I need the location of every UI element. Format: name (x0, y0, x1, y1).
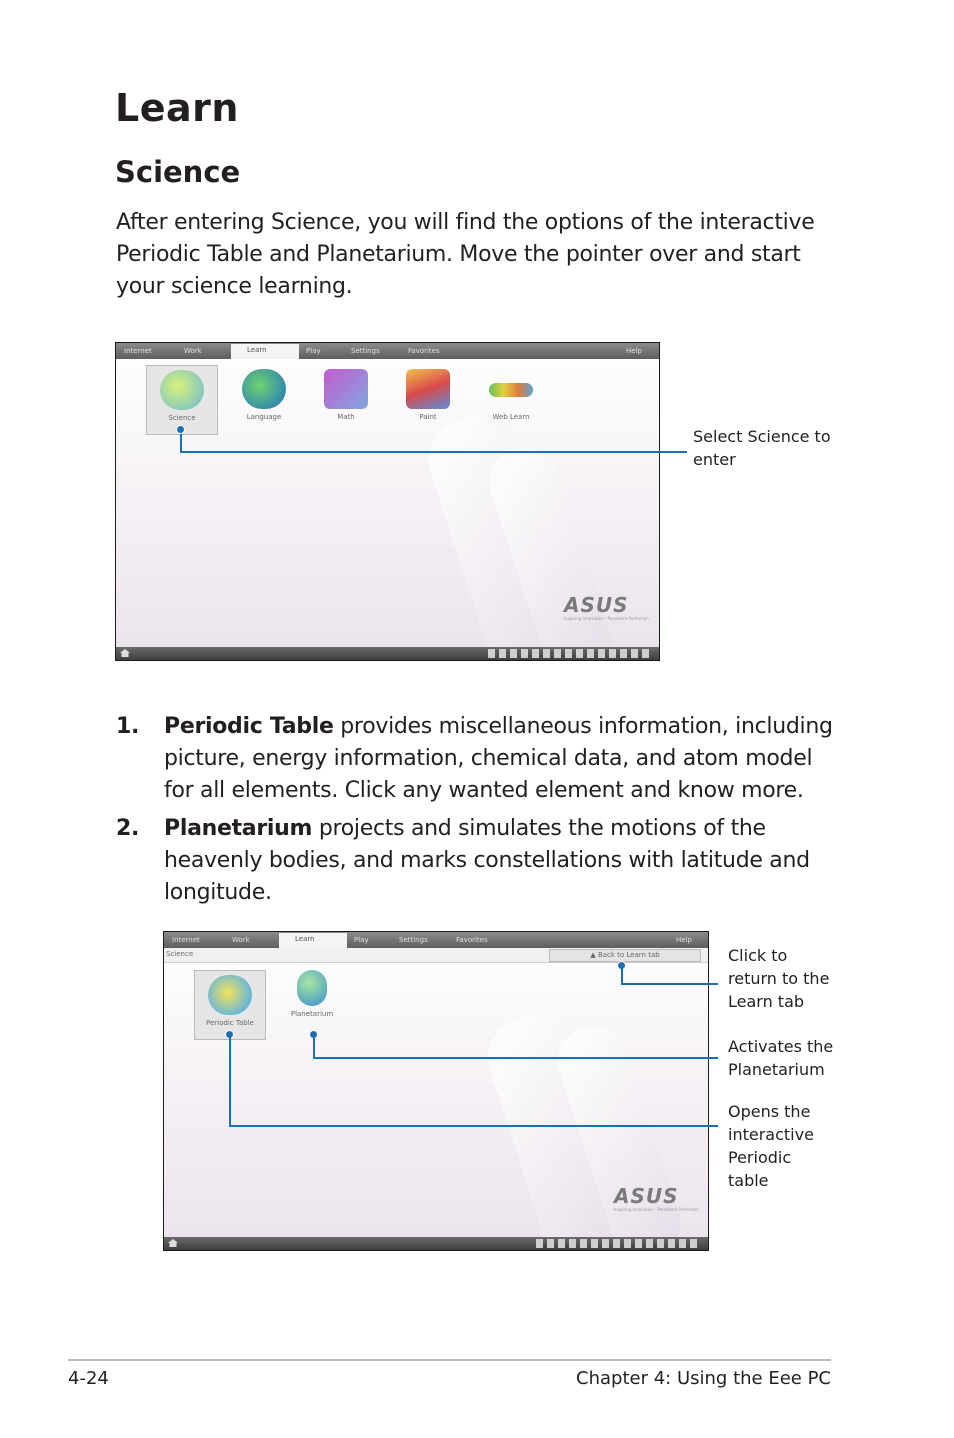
page-number: 4-24 (68, 1368, 109, 1389)
callout-leader (621, 983, 718, 985)
taskbar (116, 647, 659, 660)
tab-internet[interactable]: Internet (172, 936, 200, 944)
app-label: Language (246, 413, 282, 421)
list-text: projects and simulates the motions of the heavenly bodies, and marks constellations with latitude and longitude. (164, 816, 810, 905)
planet-globe-icon (297, 970, 327, 1006)
web-learn-icon (489, 383, 533, 397)
brand-logo: ASUS (564, 593, 629, 617)
callout-select-science: Select Science to enter (693, 427, 831, 469)
callout-periodic-table: Opens the interactive Periodic table (728, 1102, 814, 1190)
tab-internet[interactable]: Internet (124, 347, 152, 355)
app-label: Science (168, 414, 196, 422)
section-header-bar (164, 948, 708, 963)
callout-leader (229, 1035, 231, 1127)
app-web-learn[interactable] (478, 369, 544, 421)
tab-bar (164, 932, 708, 948)
list-number: 2. (116, 816, 140, 841)
tab-work[interactable]: Work (232, 936, 250, 944)
callout-planetarium: Activates the Planetarium (728, 1037, 834, 1079)
intro-paragraph: After entering Science, you will find the options of the interactive Periodic Table and Planetarium. Move the pointer over and start your science learning. (116, 210, 815, 299)
tab-play[interactable]: Play (354, 936, 369, 944)
tab-favorites[interactable]: Favorites (456, 936, 488, 944)
app-planetarium[interactable] (282, 970, 342, 1018)
footer-divider (68, 1359, 831, 1361)
callout-leader (180, 451, 687, 453)
app-label: Math (337, 413, 355, 421)
app-language[interactable] (234, 369, 294, 421)
tab-favorites[interactable]: Favorites (408, 347, 440, 355)
list-number: 1. (116, 714, 140, 739)
brand-logo: ASUS (614, 1184, 679, 1208)
science-icon (160, 370, 204, 410)
feature-list (116, 711, 846, 915)
tab-learn[interactable]: Learn (279, 933, 347, 948)
chapter-title: Chapter 4: Using the Eee PC (576, 1368, 831, 1389)
screenshot-science-section (163, 931, 709, 1251)
list-term: Periodic Table (164, 714, 334, 739)
tab-settings[interactable]: Settings (351, 347, 380, 355)
back-arrow-icon: ▲ (590, 951, 596, 959)
callout-leader (313, 1035, 315, 1059)
app-math[interactable] (316, 369, 376, 421)
callout-leader (313, 1057, 718, 1059)
app-label: Paint (419, 413, 437, 421)
section-title: Science (115, 155, 241, 189)
tray-icons[interactable] (488, 649, 653, 658)
help-button[interactable]: Help (676, 936, 692, 944)
taskbar (164, 1237, 708, 1250)
list-item (116, 813, 846, 909)
brand-tagline: Inspiring Innovation · Persistent Perfection (564, 616, 649, 621)
atom-icon (208, 975, 252, 1015)
tab-work[interactable]: Work (184, 347, 202, 355)
callout-dot (176, 425, 185, 434)
app-label: Web Learn (492, 413, 530, 421)
list-term: Planetarium (164, 816, 313, 841)
screenshot-learn-tab (115, 342, 660, 661)
app-label: Periodic Table (206, 1019, 254, 1027)
back-label: Back to Learn tab (597, 951, 660, 959)
callout-leader (229, 1125, 718, 1127)
globe-icon (242, 369, 286, 409)
page-title: Learn (115, 86, 239, 130)
brand-tagline: Inspiring Innovation · Persistent Perfection (614, 1207, 699, 1212)
math-icon (324, 369, 368, 409)
app-label: Planetarium (290, 1010, 334, 1018)
back-to-learn-button[interactable] (549, 949, 701, 962)
tab-play[interactable]: Play (306, 347, 321, 355)
callout-back-to-learn: Click to return to the Learn tab (728, 946, 830, 1011)
tab-bar (116, 343, 659, 359)
tab-settings[interactable]: Settings (399, 936, 428, 944)
home-icon[interactable] (168, 1239, 178, 1247)
paint-icon (406, 369, 450, 409)
list-item (116, 711, 846, 807)
app-paint[interactable] (398, 369, 458, 421)
tab-learn[interactable]: Learn (231, 344, 299, 359)
home-icon[interactable] (120, 649, 130, 657)
list-text: provides miscellaneous information, including picture, energy information, chemical data, and atom model for all elements. Click any wanted element and know more. (164, 714, 833, 803)
tray-icons[interactable] (536, 1239, 701, 1248)
help-button[interactable]: Help (626, 347, 642, 355)
section-label: Science (166, 950, 194, 958)
